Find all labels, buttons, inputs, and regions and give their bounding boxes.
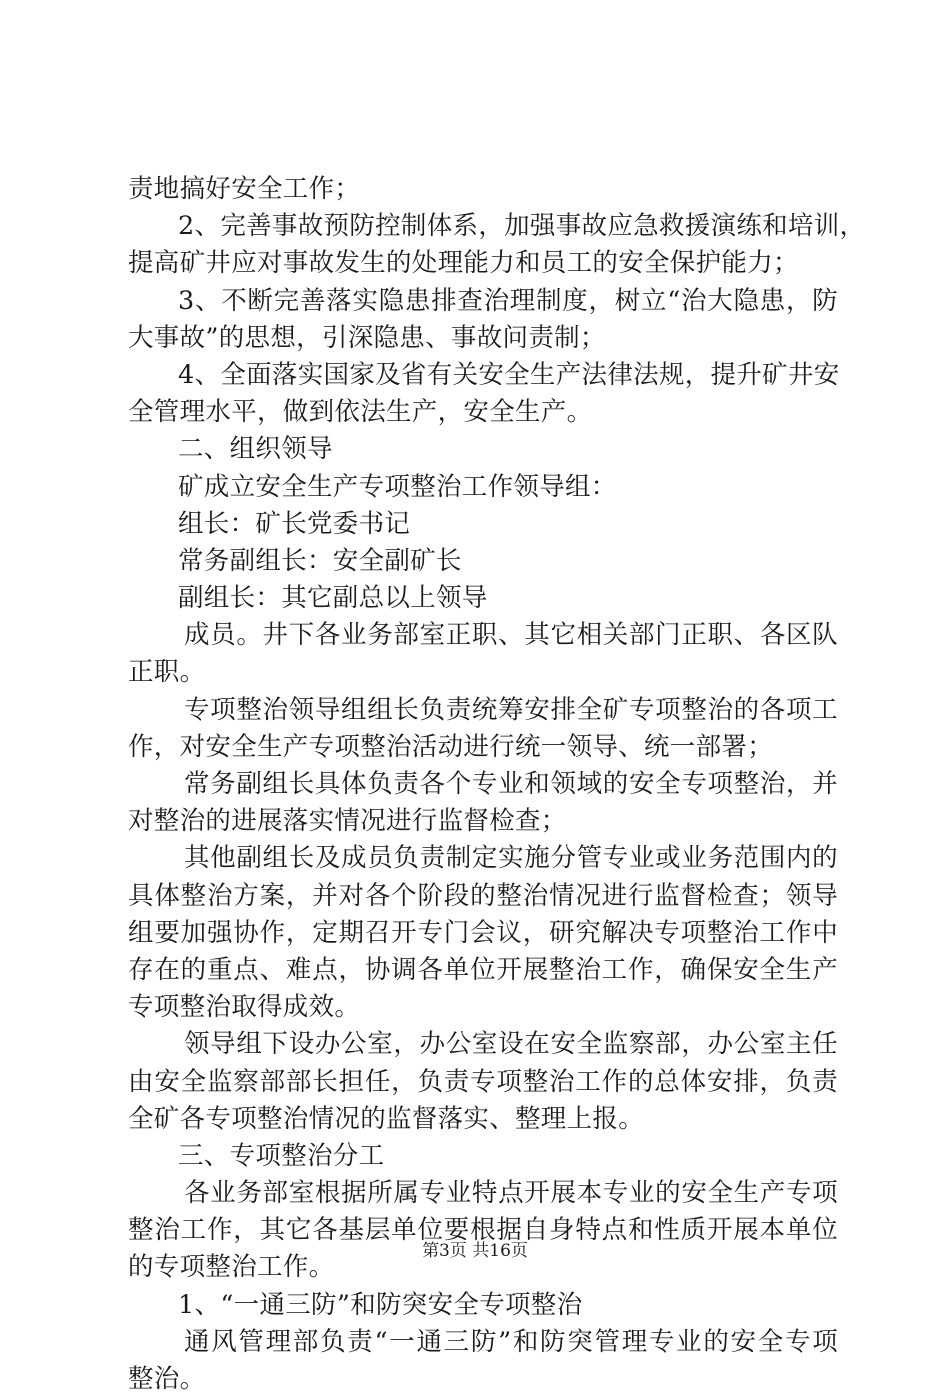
- text-line: 作，对安全生产专项整治活动进行统一领导、统一部署；: [128, 731, 774, 762]
- text-line: 大事故”的思想，引深隐患、事故问责制；: [128, 322, 606, 353]
- text-line: 通风管理部负责“一通三防”和防突管理专业的安全专项: [184, 1326, 838, 1357]
- text-line: 全管理水平，做到依法生产，安全生产。: [128, 397, 593, 428]
- text-line: 成员。井下各业务部室正职、其它相关部门正职、各区队: [184, 620, 838, 651]
- text-line: 二、组织领导: [178, 434, 333, 465]
- text-line: 领导组下设办公室，办公室设在安全监察部，办公室主任: [184, 1029, 838, 1060]
- text-line: 3、不断完善落实隐患排查治理制度，树立“治大隐患，防: [178, 285, 838, 316]
- text-line: 专项整治取得成效。: [128, 992, 361, 1023]
- text-line: 常务副组长具体负责各个专业和领域的安全专项整治，并: [184, 769, 838, 799]
- text-line: 三、专项整治分工: [178, 1140, 385, 1171]
- text-line: 具体整治方案，并对各个阶段的整治情况进行监督检查；领导: [128, 880, 838, 911]
- document-body: [128, 171, 866, 1398]
- text-line: 正职。: [128, 657, 206, 688]
- text-line: 组要加强协作，定期召开专门会议，研究解决专项整治工作中: [128, 917, 838, 948]
- text-line: 提高矿井应对事故发生的处理能力和员工的安全保护能力；: [128, 248, 799, 279]
- text-line: 整治工作，其它各基层单位要根据自身特点和性质开展本单位: [128, 1215, 838, 1246]
- text-line: 1、“一通三防”和防突安全专项整治: [178, 1289, 583, 1320]
- text-line: 专项整治领导组组长负责统筹安排全矿专项整治的各项工: [184, 694, 838, 725]
- text-line: 常务副组长：安全副矿长: [178, 545, 462, 576]
- text-line: 组长：矿长党委书记: [178, 508, 411, 539]
- text-line: 由安全监察部部长担任，负责专项整治工作的总体安排，负责: [128, 1066, 838, 1097]
- text-line: 其他副组长及成员负责制定实施分管专业或业务范围内的: [184, 843, 838, 874]
- page-footer: 第3页 共16页: [422, 1241, 528, 1261]
- text-line: 矿成立安全生产专项整治工作领导组：: [178, 471, 617, 502]
- text-line: 各业务部室根据所属专业特点开展本专业的安全生产专项: [184, 1178, 838, 1209]
- text-line: 2、完善事故预防控制体系，加强事故应急救援演练和培训，: [178, 211, 866, 242]
- text-line: 责地搞好安全工作；: [128, 174, 361, 204]
- text-line: 存在的重点、难点，协调各单位开展整治工作，确保安全生产: [128, 954, 838, 985]
- text-line: 副组长：其它副总以上领导: [178, 583, 488, 614]
- text-line: 对整治的进展落实情况进行监督检查；: [128, 806, 567, 837]
- text-line: 整治。: [128, 1364, 206, 1394]
- text-line: 全矿各专项整治情况的监督落实、整理上报。: [128, 1103, 645, 1134]
- text-line: 4、全面落实国家及省有关安全生产法律法规，提升矿井安: [178, 359, 840, 390]
- text-line: 的专项整治工作。: [128, 1252, 335, 1283]
